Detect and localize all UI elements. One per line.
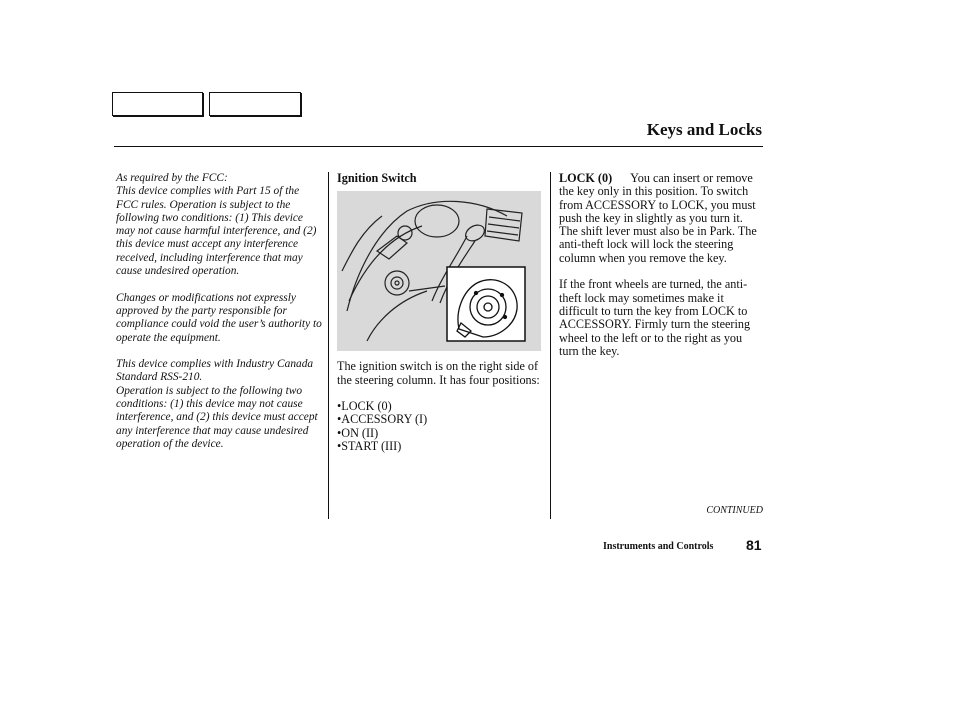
fcc-column	[116, 172, 322, 465]
fcc-block	[116, 172, 322, 278]
lock-block	[559, 172, 764, 265]
canada-block	[116, 358, 322, 451]
fcc-intro: As required by the FCC:	[116, 172, 228, 184]
list-item: •ACCESSORY (I)	[337, 412, 428, 427]
position-list	[337, 400, 542, 453]
changes-text: Changes or modifications not expressly approved by the party responsible for compliance could void the user’s authority to operate the equipment.	[116, 291, 322, 344]
column-divider-1	[328, 172, 329, 519]
lock-text: You can insert or remove the key only in this position. To switch from ACCESSORY to LOCK, you must push the key in slightly as you turn it. The shift lever must also be in Park. The anti-theft lock will lock the steering column when you remove the key.	[559, 171, 757, 265]
nav-button-1[interactable]	[112, 92, 203, 116]
ignition-heading: Ignition Switch	[337, 171, 417, 185]
list-item: •START (III)	[337, 439, 402, 454]
page-title: Keys and Locks	[646, 120, 762, 139]
ignition-switch-illustration-icon	[337, 191, 541, 351]
fcc-text: This device complies with Part 15 of the FCC rules. Operation is subject to the following two conditions: (1) This device may not cause harmful interference, and (2) this device must accept any interference received, including interference that may cause undesired operation.	[116, 185, 317, 278]
list-item: •LOCK (0)	[337, 399, 392, 414]
continued-label: CONTINUED	[706, 505, 763, 516]
page-number: 81	[746, 537, 762, 553]
ignition-body: The ignition switch is on the right side of the steering column. It has four positions:	[337, 359, 540, 387]
wheels-text: If the front wheels are turned, the anti-theft lock may sometimes make it difficult to turn the key from LOCK to ACCESSORY. Firmly turn the steering wheel to the left or to the right as you turn the key.	[559, 277, 751, 358]
canada-text: Operation is subject to the following two conditions: (1) this device may not cause interference, and (2) this device must accept any interference that may cause undesired operation of the device.	[116, 384, 318, 450]
canada-intro: This device complies with Industry Canada Standard RSS-210.	[116, 358, 314, 384]
header-rule	[114, 146, 763, 147]
nav-button-2[interactable]	[209, 92, 301, 116]
lock-heading: LOCK (0)	[559, 171, 613, 185]
list-item: •ON (II)	[337, 425, 379, 440]
lock-column	[559, 172, 764, 371]
footer-section-name: Instruments and Controls	[603, 541, 714, 552]
ignition-column	[337, 172, 542, 453]
column-divider-2	[550, 172, 551, 519]
